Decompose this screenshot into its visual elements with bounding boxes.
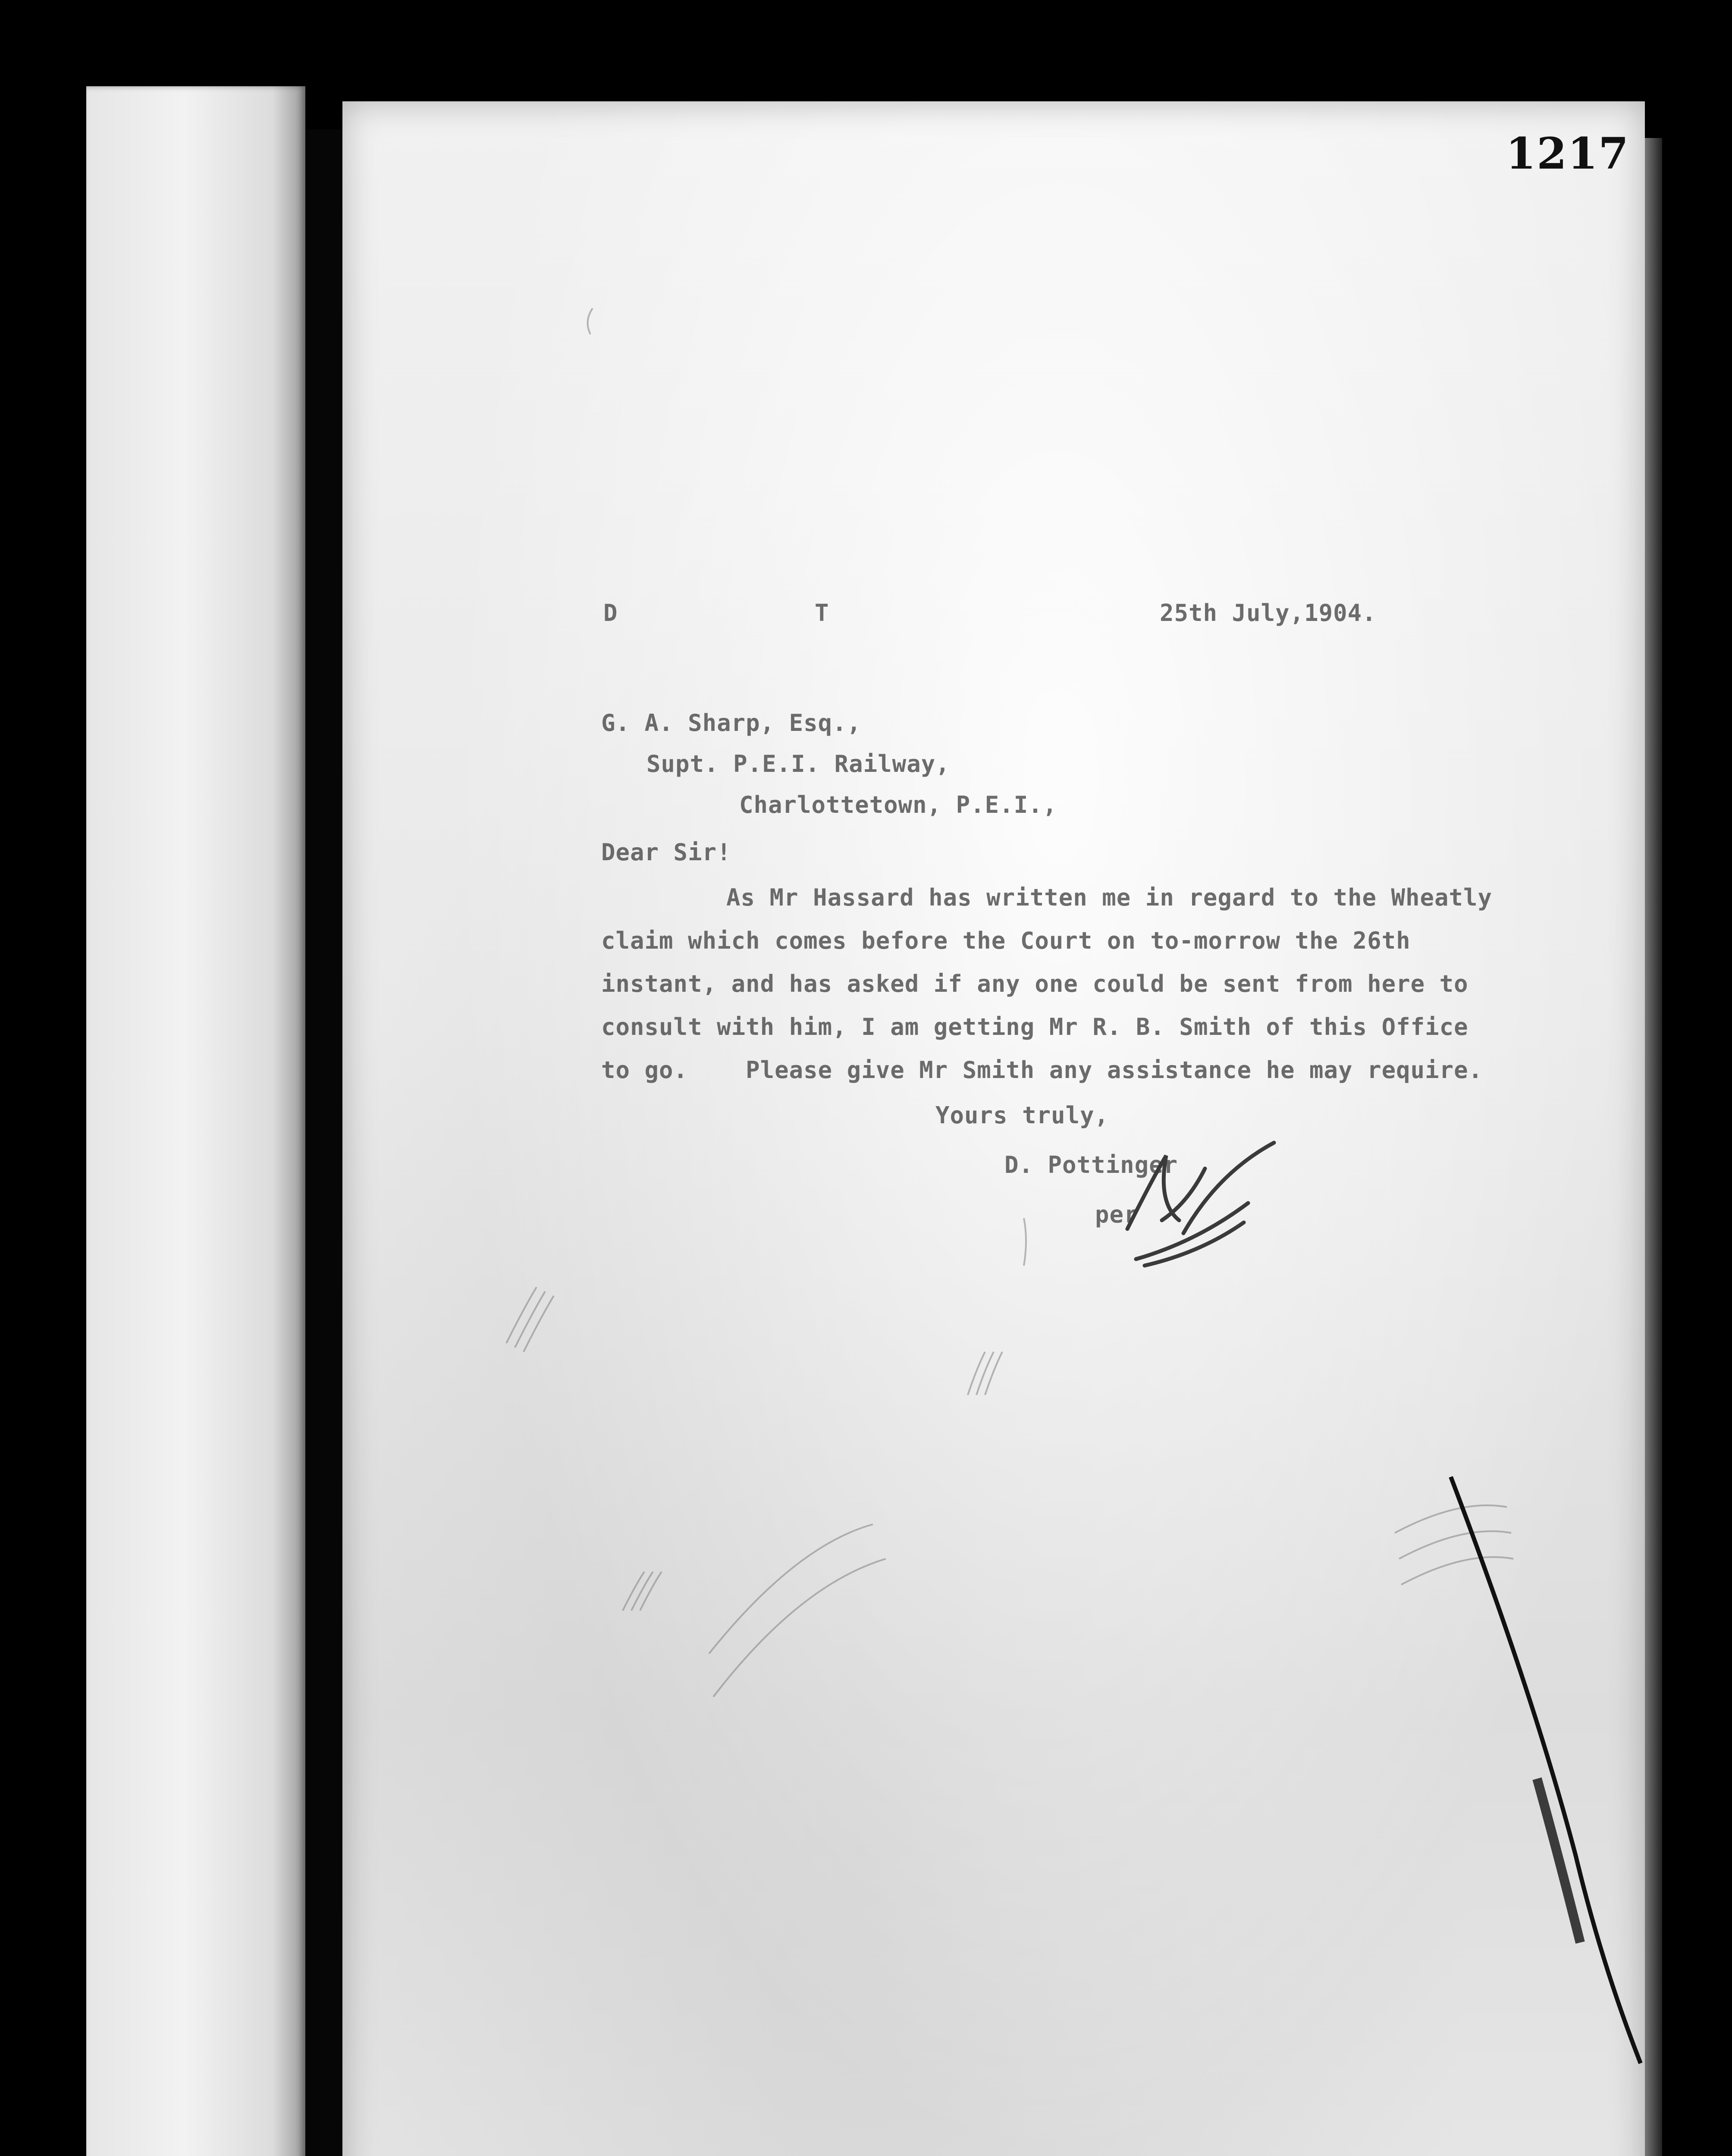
recipient-name: G. A. Sharp, Esq., (601, 709, 862, 736)
closing: Yours truly, (935, 1102, 1109, 1129)
per-label: per (1095, 1201, 1139, 1228)
body-line: consult with him, I am getting Mr R. B. Smith of this Office (601, 1013, 1468, 1040)
ink-stroke (1438, 1468, 1645, 2072)
body-line: claim which comes before the Court on to-morrow the 26th (601, 927, 1411, 954)
letter-header-mark: T (815, 599, 829, 627)
letter-header-initial: D (603, 599, 618, 627)
salutation: Dear Sir! (601, 839, 731, 866)
body-line: instant, and has asked if any one could be sent from here to (601, 970, 1468, 997)
page-edge (1645, 138, 1662, 2156)
body-line: As Mr Hassard has written me in regard to the Wheatly (726, 884, 1493, 911)
folio-number: 1217 (1506, 128, 1629, 179)
body-line: to go. Please give Mr Smith any assistance he may require. (601, 1056, 1483, 1084)
recipient-title: Supt. P.E.I. Railway, (646, 750, 950, 777)
signature-name: D. Pottinger (1004, 1151, 1178, 1178)
letter-date: 25th July,1904. (1160, 599, 1377, 627)
letter-page (342, 101, 1645, 2156)
binding-strip (86, 86, 305, 2156)
recipient-location: Charlottetown, P.E.I., (739, 791, 1057, 818)
handwritten-initials (1110, 1134, 1283, 1272)
binding-gap (305, 129, 342, 2156)
